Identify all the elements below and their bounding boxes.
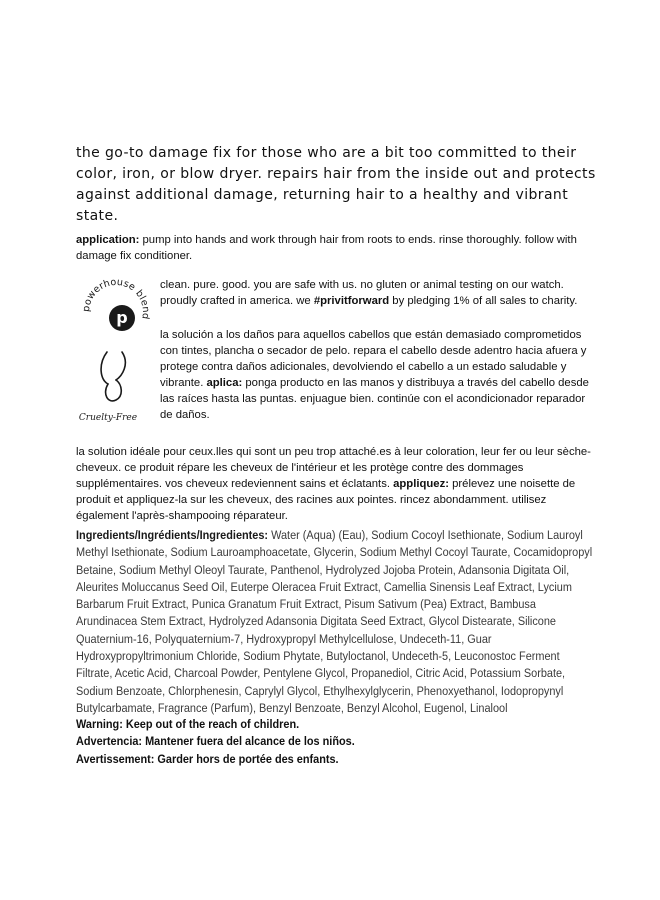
charity-statement bbox=[160, 277, 600, 309]
ingredients-text: Water (Aqua) (Eau), Sodium Cocoyl Isethionate, Sodium Lauroyl Methyl Isethionate, Sodium Lauroamphoacetate, Glycerin, Sodium Methyl Cocoyl Taurate, Cocamidopropyl Betaine, Sodium Methyl Oleoyl Taurate, Panthenol, Hydrolyzed Jojoba Protein, Adansonia Digitata Oil, Aleurites Moluccanus Seed Oil, Euterpe Oleracea Fruit Extract, Camellia Sinensis Leaf Extract, Lycium Barbarum Fruit Extract, Punica Granatum Fruit Extract, Pisum Sativum (Pea) Extract, Bambusa Arundinacea Stem Extract, Hydrolyzed Adansonia Digitata Seed Extract, Glycol Distearate, Silicone Quaternium-16, Polyquaternium-7, Hydroxypropyl Methylcellulose, Undeceth-11, Guar Hydroxypropyltrimonium Chloride, Sodium Phytate, Butyloctanol, Undeceth-5, Leuconostoc Ferment Filtrate, Acetic Acid, Charcoal Powder, Pentylene Glycol, Propanediol, Citric Acid, Potassium Sorbate, Sodium Benzoate, Chlorphenesin, Caprylyl Glycol, Ethylhexylglycerin, Phenoxyethanol, Iodopropynyl Butylcarbamate, Fragrance (Parfum), Benzyl Benzoate, Benzyl Alcohol, Eugenol, Linalool bbox=[76, 528, 593, 715]
spanish-text-after: ponga producto en las manos y distribuya a través del cabello desde las raíces hasta las puntas. enjuague bien. continúe con el acondicionador reparador de daños. bbox=[160, 377, 589, 421]
ingredients-list bbox=[76, 527, 597, 717]
french-text-after: prélevez une noisette de produit et appliquez-la sur les cheveux, des racines aux pointes. rincez abondamment. utilisez également l'après-shampooing réparateur. bbox=[76, 478, 576, 522]
spanish-description bbox=[160, 327, 600, 423]
charity-text-before: clean. pure. good. you are safe with us. no gluten or animal testing on our watch. proudly crafted in america. we bbox=[160, 279, 564, 307]
spanish-label: aplica: bbox=[206, 377, 243, 389]
cruelty-free-bunny-icon bbox=[101, 352, 125, 401]
badges-graphic bbox=[78, 272, 154, 422]
warnings bbox=[76, 716, 597, 768]
charity-hashtag: #privitforward bbox=[313, 295, 390, 307]
product-description: the go-to damage fix for those who are a bit too committed to their color, iron, or blow dryer. repairs hair from the inside out and protects against additional damage, returning hair to a healthy and vibrant state. bbox=[76, 145, 596, 224]
application-text: pump into hands and work through hair from roots to ends. rinse thoroughly. follow with damage fix conditioner. bbox=[76, 234, 577, 262]
french-label: appliquez: bbox=[393, 478, 449, 490]
charity-text-after: by pledging 1% of all sales to charity. bbox=[389, 295, 578, 307]
warning-english: Warning: Keep out of the reach of children. bbox=[76, 717, 300, 731]
spanish-text-before: la solución a los daños para aquellos cabellos que están demasiado comprometidos con tintes, plancha o secador de pelo. repara el cabello desde adentro hacia afuera y protege contra daños adicionales, devolviendo el cabello a un estado saludable y vibrante. bbox=[160, 329, 587, 389]
cruelty-free-label: Cruelty-Free bbox=[78, 413, 138, 422]
powerhouse-blend-logo bbox=[81, 277, 151, 331]
application-instructions bbox=[76, 232, 596, 264]
powerhouse-blend-text: powerhouse blend bbox=[80, 276, 152, 321]
warning-french: Avertissement: Garder hors de portée des enfants. bbox=[76, 751, 339, 766]
blend-letter: p bbox=[116, 308, 128, 327]
badge-column bbox=[78, 272, 154, 422]
french-text-before: la solution idéale pour ceux.lles qui sont un peu trop attaché.es à leur coloration, leur fer ou leur sèche-cheveux. ce produit répare les cheveux de l'intérieur et les protège contre des dommages supplémentaires. vos cheveux redeviennent sains et éclatants. bbox=[76, 446, 591, 490]
warning-spanish: Advertencia: Mantener fuera del alcance de los niños. bbox=[76, 734, 355, 749]
ingredients-label: Ingredients/Ingrédients/Ingredientes: bbox=[76, 528, 269, 542]
french-description bbox=[76, 444, 600, 524]
application-label: application: bbox=[76, 234, 140, 246]
